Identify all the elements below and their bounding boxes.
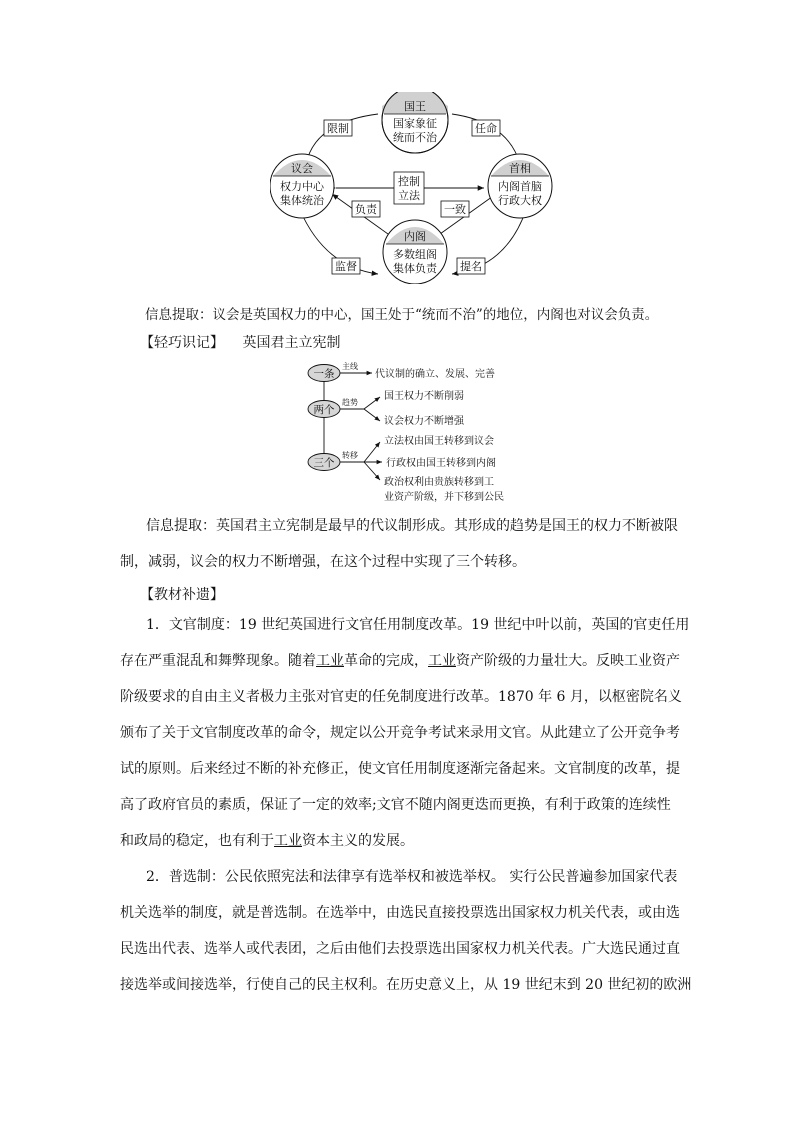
item-transfer2: 行政权由国王转移到内阁 [386, 458, 496, 469]
pm-line1: 内阁首脑 [498, 180, 542, 193]
label-control-legislate [394, 172, 424, 204]
node-parliament [270, 154, 334, 218]
svg-text:负责: 负责 [355, 203, 377, 216]
node-king [382, 92, 448, 153]
pm-title: 首相 [509, 162, 531, 175]
king-line2: 统而不治 [393, 131, 437, 144]
cabinet-line1: 多数组阁 [393, 248, 437, 261]
label-responsible [352, 201, 380, 217]
svg-text:任命: 任命 [475, 122, 497, 135]
tip-heading-bracket: 【轻巧识记】 [140, 335, 224, 351]
king-line1: 国家象征 [393, 117, 437, 130]
parliament-line1: 权力中心 [280, 180, 324, 193]
item-transfer3a: 政治权利由贵族转移到工 [384, 477, 494, 488]
svg-text:监督: 监督 [335, 260, 357, 273]
svg-text:提名: 提名 [460, 260, 482, 273]
node-one [308, 365, 340, 382]
label-supervise [332, 258, 360, 274]
p1-line6: 高了政府官员的素质，保证了一定的效率;文官不随内阁更迭而更换，有利于政策的连续性 [120, 797, 671, 813]
info-extraction-2-line1: 信息提取：英国君主立宪制是最早的代议制形成。其形成的趋势是国王的权力不断被限 [146, 518, 678, 534]
p1-line7: 和政局的稳定，也有利于工业资本主义的发展。 [120, 833, 414, 849]
svg-text:一致: 一致 [444, 203, 466, 216]
label-main: 主线 [342, 362, 358, 371]
power-relations-diagram [270, 92, 560, 284]
label-appoint [472, 120, 500, 136]
parliament-title: 议会 [291, 162, 313, 175]
constitutional-monarchy-mindmap [300, 360, 540, 510]
label-trend: 趋势 [342, 398, 358, 407]
item-trend2: 议会权力不断增强 [384, 416, 464, 427]
p2-line3: 民选出代表、选举人或代表团，之后由他们去投票选出国家权力机关代表。广大选民通过直 [120, 941, 680, 957]
king-title: 国王 [404, 100, 426, 113]
p1-line4: 颁布了关于文官制度改革的命令，规定以公开竞争考试来录用文官。从此建立了公开竞争考 [120, 725, 680, 741]
supplement-heading: 【教材补遗】 [140, 587, 224, 603]
tip-heading [140, 333, 340, 353]
info-extraction-2-line2: 制，减弱，议会的权力不断增强，在这个过程中实现了三个转移。 [120, 554, 526, 570]
p1-line2-underline1: 工业 [316, 653, 344, 669]
p1-line2: 存在严重混乱和舞弊现象。随着工业革命的完成，工业资产阶级的力量壮大。反映工业资产 [120, 653, 680, 669]
svg-text:限制: 限制 [327, 122, 349, 135]
p1-line1: 1．文官制度：19 世纪英国进行文官任用制度改革。19 世纪中叶以前，英国的官吏任用 [146, 617, 690, 633]
pm-line2: 行政大权 [498, 194, 542, 207]
item-transfer3b: 业资产阶级，并下移到公民 [384, 492, 504, 503]
item-transfer1: 立法权由国王转移到议会 [384, 436, 494, 447]
info-extraction-1: 信息提取：议会是英国权力的中心，国王处于“统而不治”的地位，内阁也对议会负责。 [145, 307, 659, 323]
p1-line3: 阶级要求的自由主义者极力主张对官吏的任免制度进行改革。1870 年 6 月，以枢密院名义 [120, 689, 682, 705]
item-trend1: 国王权力不断削弱 [384, 391, 464, 402]
svg-text:控制: 控制 [398, 175, 420, 188]
tip-heading-title: 英国君主立宪制 [242, 335, 341, 351]
node-cabinet [383, 220, 447, 284]
label-nominate [457, 258, 485, 274]
p2-line2: 机关选举的制度，就是普选制。在选举中，由选民直接投票选出国家权力机关代表，或由选 [120, 905, 680, 921]
p1-line5: 试的原则。后来经过不断的补充修正，使文官任用制度逐渐完备起来。文官制度的改革，提 [120, 761, 680, 777]
svg-text:两个: 两个 [313, 404, 335, 416]
p2-line4: 接选举或间接选举，行使自己的民主权利。在历史意义上，从 19 世纪末到 20 世纪初的欧洲 [120, 977, 692, 993]
node-two [308, 401, 340, 418]
p1-line7-underline: 工业 [274, 833, 302, 849]
svg-text:三个: 三个 [313, 457, 335, 469]
svg-text:立法: 立法 [398, 189, 420, 202]
item-main-line: 代议制的确立、发展、完善 [375, 369, 495, 380]
node-pm [488, 154, 552, 218]
p2-line1: 2．普选制：公民依照宪法和法律享有选举权和被选举权。 实行公民普遍参加国家代表 [146, 869, 678, 885]
p1-line2-underline2: 工业 [428, 653, 456, 669]
svg-text:一条: 一条 [313, 368, 335, 380]
node-three [308, 454, 340, 471]
parliament-line2: 集体统治 [280, 194, 324, 207]
cabinet-title: 内阁 [404, 230, 426, 243]
label-consistent [441, 201, 469, 217]
label-restrict [324, 120, 352, 136]
cabinet-line2: 集体负责 [393, 262, 437, 275]
label-transfer: 转移 [342, 451, 358, 460]
